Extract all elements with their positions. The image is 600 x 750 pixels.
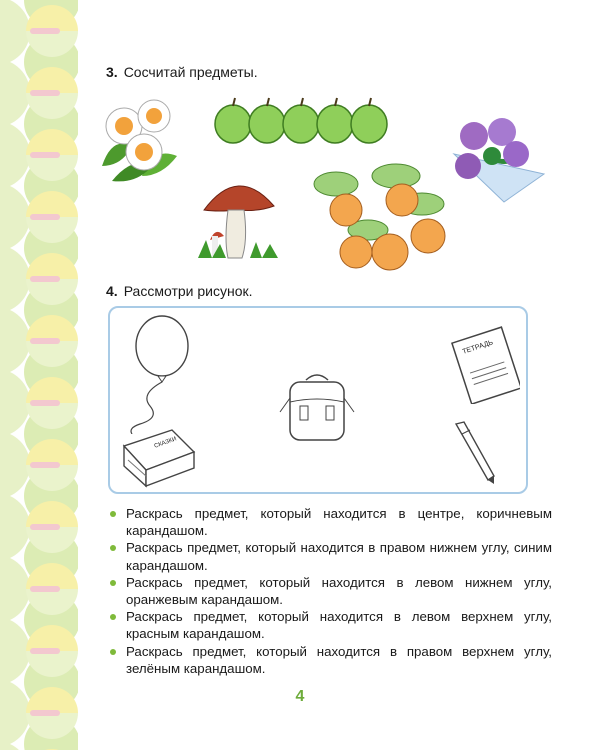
task-4-text: Рассмотри рисунок. (123, 283, 253, 299)
notebook-picture (450, 324, 520, 404)
task-4-title (106, 283, 253, 299)
balloon-picture (120, 314, 190, 434)
task-3-title (106, 64, 258, 80)
instruction-item: Раскрась предмет, который находится в левом нижнем углу, оранжевым карандашом. (106, 574, 552, 608)
notebook-label: ТЕТРАДЬ (461, 339, 494, 356)
book-picture (118, 424, 198, 488)
daisies-picture (92, 96, 184, 184)
task-4-number: 4. (106, 283, 118, 299)
page-number: 4 (295, 688, 305, 705)
decorative-border (0, 0, 78, 750)
turnips-picture (306, 160, 450, 278)
instruction-item: Раскрась предмет, который находится в правом нижнем углу, синим карандашом. (106, 539, 552, 573)
instruction-list (106, 505, 552, 677)
instruction-item: Раскрась предмет, который находится в правом верхнем углу, зелёным карандашом. (106, 643, 552, 677)
task-3-number: 3. (106, 64, 118, 80)
backpack-picture (278, 372, 356, 444)
task-3-text: Сосчитай предметы. (123, 64, 258, 80)
pen-picture (450, 420, 498, 486)
roses-picture (444, 114, 548, 204)
instruction-item: Раскрась предмет, который находится в центре, коричневым карандашом. (106, 505, 552, 539)
mushroom-picture (198, 170, 278, 262)
instruction-item: Раскрась предмет, который находится в левом верхнем углу, красным карандашом. (106, 608, 552, 642)
book-label: СКАЗКИ (153, 436, 178, 450)
apples-picture (214, 96, 390, 146)
